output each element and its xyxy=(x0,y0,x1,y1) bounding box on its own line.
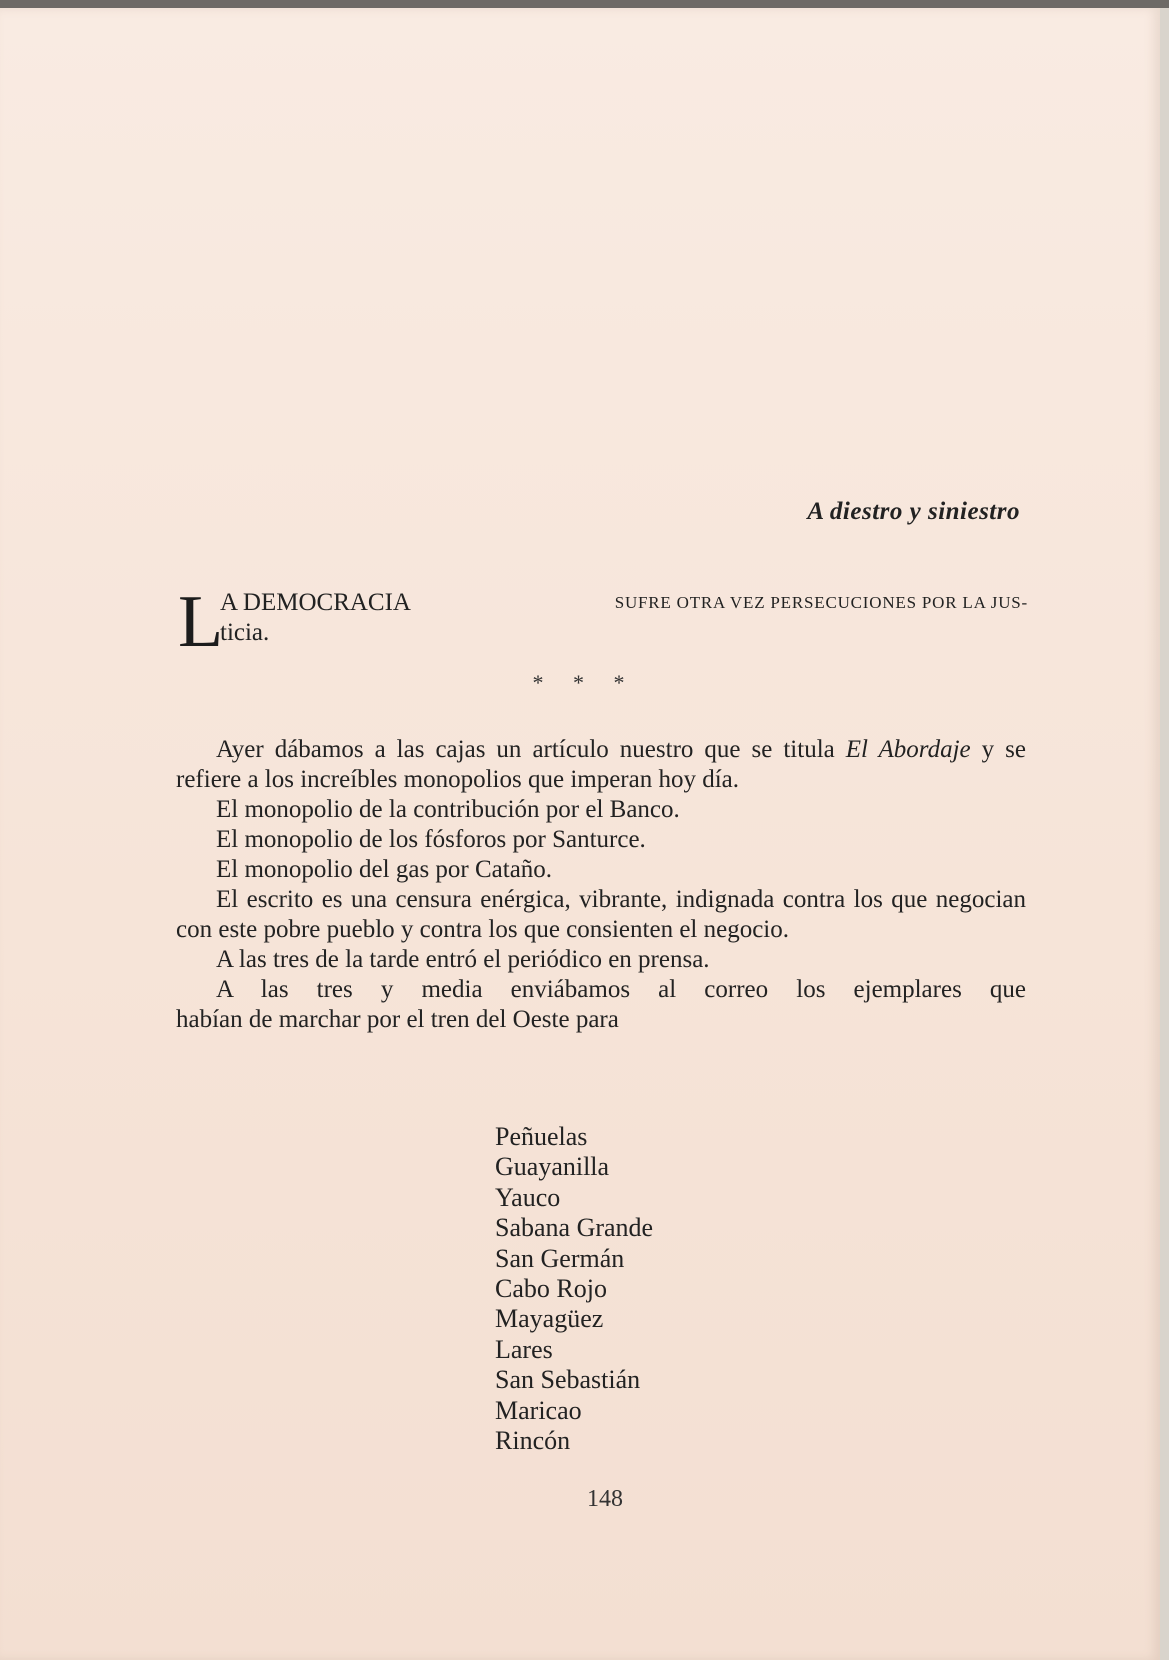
drop-cap: L xyxy=(178,581,224,663)
lead-continuation: ticia. xyxy=(220,619,270,646)
paragraph-monopoly-3: El monopolio del gas por Cataño. xyxy=(216,856,553,883)
article-body xyxy=(176,735,1026,1035)
list-item: San Germán xyxy=(495,1243,625,1273)
paragraph-intro: Ayer dábamos a las cajas un artículo nuestro que se titula El Abordaje y se refiere a los increíbles monopolios que imperan hoy día. xyxy=(176,736,1026,793)
paragraph-monopoly-1: El monopolio de la contribución por el Banco. xyxy=(216,796,680,823)
lead-small-caps: SUFRE OTRA VEZ PERSECUCIONES POR LA JUS- xyxy=(614,593,1028,612)
scan-top-edge xyxy=(0,0,1169,8)
paragraph-press-time: A las tres de la tarde entró el periódico en prensa. xyxy=(216,946,710,973)
list-item: Cabo Rojo xyxy=(495,1274,607,1304)
paragraph-mail-1: A las tres y media enviábamos al correo los ejemplares que xyxy=(216,976,1026,1003)
running-title: A diestro y siniestro xyxy=(807,498,1020,525)
list-item: Yauco xyxy=(495,1182,561,1212)
list-item: San Sebastián xyxy=(495,1365,641,1395)
opening-paragraph xyxy=(178,581,1028,663)
list-item: Lares xyxy=(495,1334,553,1364)
list-item: Rincón xyxy=(495,1426,571,1456)
paragraph-monopoly-2: El monopolio de los fósforos por Santurce. xyxy=(216,826,646,853)
list-item: Mayagüez xyxy=(495,1304,604,1334)
section-separator: * * * xyxy=(532,670,637,695)
book-page xyxy=(0,8,1160,1660)
list-item: Peñuelas xyxy=(495,1122,588,1151)
page-number: 148 xyxy=(587,1486,623,1512)
article-title: El Abordaje xyxy=(845,736,971,763)
paragraph-mail-2: habían de marchar por el tren del Oeste para xyxy=(176,1006,619,1033)
list-item: Sabana Grande xyxy=(495,1213,654,1243)
paragraph-censure: El escrito es una censura enérgica, vibrante, indignada contra los que negocian con este pobre pueblo y contra los que consienten el negocio. xyxy=(176,886,1026,943)
town-list xyxy=(495,1122,653,1456)
list-item: Maricao xyxy=(495,1395,582,1425)
list-item: Guayanilla xyxy=(495,1152,610,1182)
lead-first-words: A DEMOCRACIA xyxy=(220,589,411,616)
